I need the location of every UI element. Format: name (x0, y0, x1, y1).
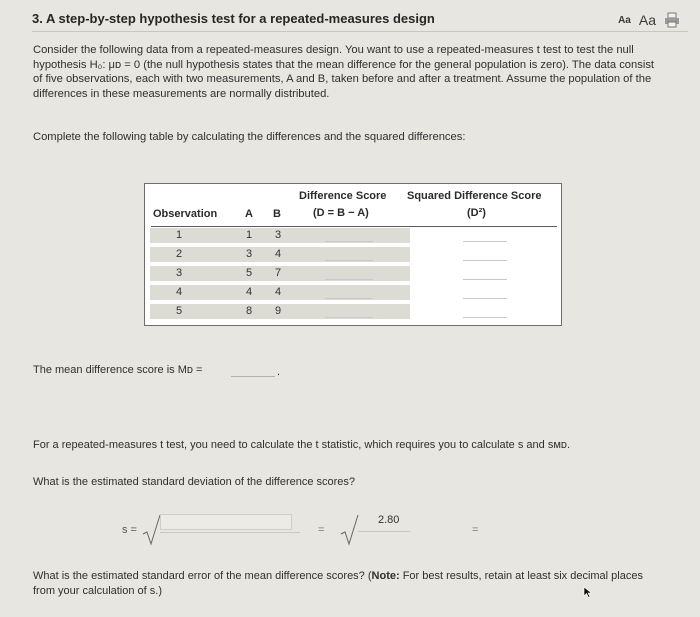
a-header: A (245, 208, 253, 220)
se-question-text: What is the estimated standard error of the mean difference scores? ( (33, 570, 372, 582)
equals-sign-2: = (472, 524, 479, 536)
a-cell: 1 (245, 229, 253, 241)
font-increase-button[interactable]: Aa (638, 12, 656, 28)
fraction-bar-2 (358, 531, 410, 532)
equals-sign-1: = (318, 524, 325, 536)
header-divider (32, 31, 688, 32)
b-cell: 3 (274, 229, 282, 241)
difference-input[interactable] (325, 260, 373, 261)
s-label: s = (122, 524, 137, 536)
a-cell: 4 (245, 286, 253, 298)
diff-header-line1: Difference Score (299, 190, 387, 202)
squared-difference-input[interactable] (463, 241, 507, 242)
intro-paragraph: Consider the following data from a repeated-measures design. You want to use a repeated-measures t test to test the null hypothesis H₀: μᴅ = 0 (the null hypothesis states that the mean difference for the general population is zero). The data consist of five observations, each with two measurements, A and B, taken before and after a treatment. Assume the population of the differences in these measurements are normally distributed. (33, 44, 655, 101)
se-question (33, 569, 663, 599)
ss-numerator-input[interactable] (160, 514, 292, 530)
difference-input[interactable] (325, 317, 373, 318)
observation-header: Observation (153, 208, 218, 220)
t-statistic-text: For a repeated-measures t test, you need to calculate the t statistic, which requires you to calculate s and sᴍᴅ. (33, 439, 571, 451)
mouse-cursor-icon (583, 586, 593, 598)
b-header: B (273, 208, 281, 220)
header-rule (151, 226, 557, 227)
table-instruction: Complete the following table by calculating the differences and the squared differences: (33, 131, 466, 143)
mean-label: The mean difference score is Mᴅ = (33, 364, 203, 376)
square-root-icon (142, 514, 162, 546)
sq-header-line2: (D²) (467, 207, 486, 219)
b-cell: 4 (274, 286, 282, 298)
question-title: 3. A step-by-step hypothesis test for a repeated-measures design (32, 11, 435, 26)
difference-input[interactable] (325, 279, 373, 280)
b-cell: 9 (274, 305, 282, 317)
squared-difference-input[interactable] (463, 260, 507, 261)
observation-cell: 2 (175, 248, 183, 260)
squared-difference-input[interactable] (463, 279, 507, 280)
observation-cell: 5 (175, 305, 183, 317)
a-cell: 3 (245, 248, 253, 260)
diff-header-line2: (D = B − A) (313, 207, 369, 219)
font-decrease-button[interactable]: Aa (618, 14, 631, 26)
mean-period: . (277, 366, 281, 378)
difference-input[interactable] (325, 241, 373, 242)
mean-input[interactable] (231, 376, 275, 377)
se-question-note: For best results, retain at least six decimal places from your calculation of s.) (33, 570, 643, 597)
note-label: Note: (371, 570, 400, 582)
data-table (144, 183, 562, 326)
square-root-icon (340, 514, 360, 546)
observation-cell: 3 (175, 267, 183, 279)
squared-difference-input[interactable] (463, 317, 507, 318)
fraction-bar (160, 532, 300, 533)
denominator-value: 2.80 (378, 514, 400, 526)
a-cell: 5 (245, 267, 253, 279)
toolbar (618, 12, 680, 28)
b-cell: 4 (274, 248, 282, 260)
sd-formula (90, 510, 510, 550)
printer-icon[interactable] (664, 12, 680, 28)
squared-difference-input[interactable] (463, 298, 507, 299)
observation-cell: 4 (175, 286, 183, 298)
sq-header-line1: Squared Difference Score (407, 190, 542, 202)
sd-question: What is the estimated standard deviation of the difference scores? (33, 476, 356, 488)
a-cell: 8 (245, 305, 253, 317)
difference-input[interactable] (325, 298, 373, 299)
b-cell: 7 (274, 267, 282, 279)
observation-cell: 1 (175, 229, 183, 241)
